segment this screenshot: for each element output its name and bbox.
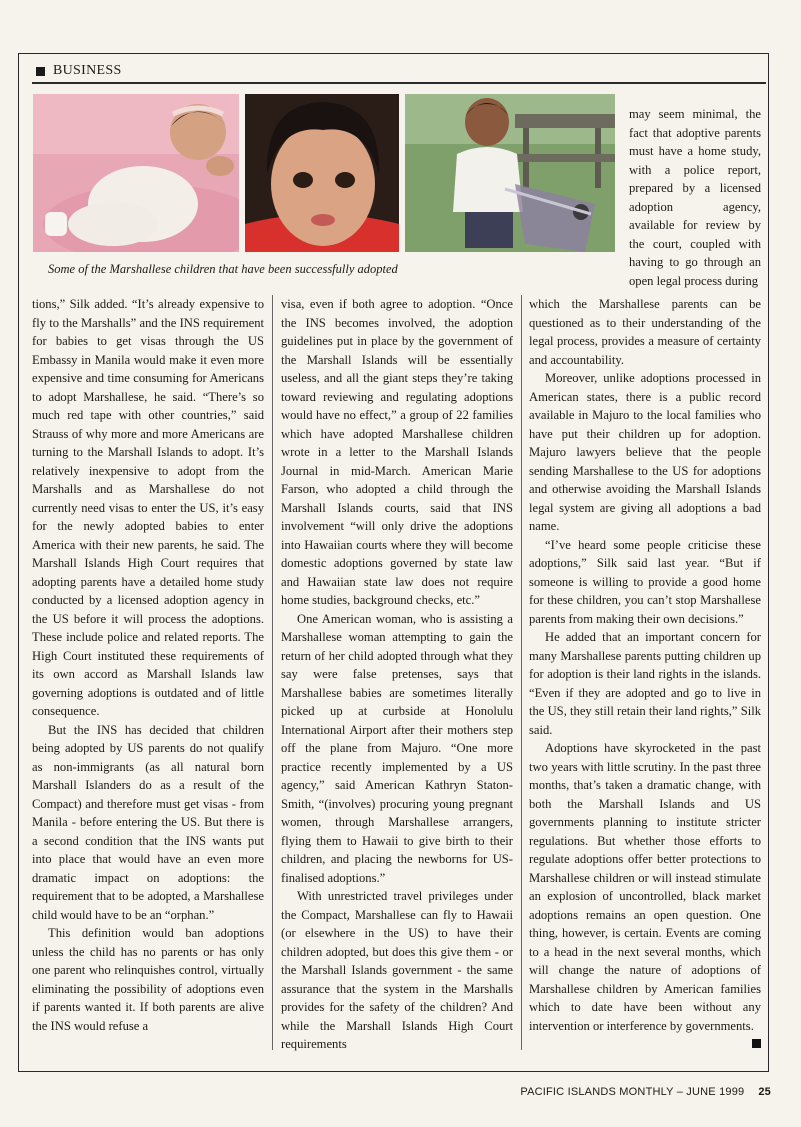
section-header: [32, 62, 766, 84]
paragraph: tions,” Silk added. “It’s already expensive to fly to the Marshalls” and the INS requirement for babies to get visas through the US Embassy in Manila would make it even more expensive and time consuming for Americans to adopt Marshallese, he said. “There’s so much red tape with other countries,” said Strauss of why more and more Americans are turning to the Marshall Islands to adopt. It’s relatively inexpensive to adopt from the Marshalls and as Marshallese do not currently need visas to enter the US, it’s easy for the newly adopted babies to enter America with their new parents, he said. The Marshall Islands High Court requires that adopting parents have a detailed home study conducted by a licensed adoption agency in the US before it will process the adoptions. These include police and related reports. The High Court instituted these requirements of its own accord as Marshall Islands law governing adoptions is outdated and of little consequence.: [32, 297, 264, 718]
paragraph: visa, even if both agree to adoption. “Once the INS becomes involved, the adoption guidelines put in place by the government of the Marshall Islands will be essentially useless, and all the giant steps they’re taking toward reviewing and regulating adoptions would have no effect,” a group of 22 families which have adopted Marshallese children wrote in a letter to the Marshall Islands Journal in mid-March. American Marie Farson, who adopted a child through the Marshall Islands courts, said that INS involvement “will only drive the adoptions into Hawaiian courts where they will become domestic adoptions governed by state law and Hawaiian state law does not require home studies, background checks, etc.”: [281, 297, 513, 607]
paragraph: With unrestricted travel privileges under the Compact, Marshallese can fly to Hawaii (or elsewhere in the US) to have their children adopted, but does this give them - or the Marshall Islands government - the same assurance that the system in the Marshalls provides for the safety of the children? And while the Marshall Islands High Court requirements: [281, 889, 513, 1051]
paragraph: This definition would ban adoptions unless the child has no parents or has only one parent who relinquishes control, virtually eliminating the possibility of adoptions even if parents wanted it. If both parents are alive the INS would refuse a: [32, 926, 264, 1033]
photo-boy-on-bicycle: [405, 94, 615, 252]
photo-baby-on-blanket: [33, 94, 239, 252]
paragraph: He added that an important concern for many Marshallese parents putting children up for adoption is their land rights in the islands. “Even if they are adopted and go to live in the US, they still retain their land rights,” Silk said.: [529, 630, 761, 737]
paragraph: But the INS has decided that children being adopted by US parents do not qualify as non-immigrants (as all natural born Marshall Islanders do as a result of the Compact) and therefore must get visas - from Manila - before entering the US. But there is a second condition that the INS wants put into place that would have an even more dramatic impact on adoptions: the requirement that to be adopted, a Marshallese child would have to be an “orphan.”: [32, 722, 264, 922]
column-1: [32, 295, 264, 1035]
column-2: [281, 295, 513, 1054]
paragraph: One American woman, who is assisting a Marshallese woman attempting to gain the return of her child adopted through what they say were false pretenses, says that Marshallese babies are sometimes literally picked up at curbside at Honolulu International Airport after their mothers step off the plane from Majuro. “One more practice recently implemented by a US agency,” said American Kathryn Staton-Smith, “(involves) procuring young pregnant women, through Marshallese arrangers, flying them to Hawaii to give birth to their children, and placing the newborns for US-finalised adoptions.”: [281, 611, 513, 885]
section-marker-icon: [36, 67, 45, 76]
paragraph: may seem minimal, the fact that adoptive parents must have a home study, with a police report, prepared by a licensed adoption agency, available for review by the court, coupled with having to go through an open legal process during: [629, 107, 761, 288]
column-divider: [272, 295, 273, 1050]
column-top-right: [629, 105, 761, 290]
page-footer: [520, 1086, 771, 1098]
photo-child-portrait: [245, 94, 399, 252]
column-divider: [521, 295, 522, 1050]
paragraph-text: Adoptions have skyrocketed in the past two years with little scrutiny. In the past three months, that’s taken a dramatic change, with both the Marshall Islands and US governments planning to institute stricter regulations. But whether those efforts to regulate adoptions offer better protections to Marshallese children or will instead stimulate an explosion of uncontrolled, black market adoptions remains an open question. One thing, however, is certain. Events are coming to a head in the next several months, which will change the nature of adoptions of Marshallese children by American families which to date have been without any intervention or interference by governments.: [529, 741, 761, 1033]
page-number: 25: [758, 1086, 771, 1098]
photo-caption: Some of the Marshallese children that have been successfully adopted: [48, 262, 398, 276]
paragraph-last: [529, 739, 761, 1035]
column-3: [529, 295, 761, 1048]
end-mark-icon: [752, 1039, 761, 1048]
paragraph: Moreover, unlike adoptions processed in American states, there is a public record available in Majuro to the local families who have put their children up for adoption. Majuro lawyers believe that the people sending Marshallese to the US for adoptions and otherwise avoiding the Marshall Islands legal system are giving all adoptions a bad name.: [529, 371, 761, 533]
publication-line: PACIFIC ISLANDS MONTHLY – JUNE 1999: [520, 1086, 745, 1098]
section-label: BUSINESS: [53, 63, 122, 78]
paragraph: “I’ve heard some people criticise these adoptions,” Silk said last year. “But if someone is willing to provide a good home for these children, you can’t stop Marshallese parents from making their own decisions.”: [529, 537, 761, 626]
paragraph: which the Marshallese parents can be questioned as to their understanding of the legal process, provides a measure of certainty and accountability.: [529, 297, 761, 367]
